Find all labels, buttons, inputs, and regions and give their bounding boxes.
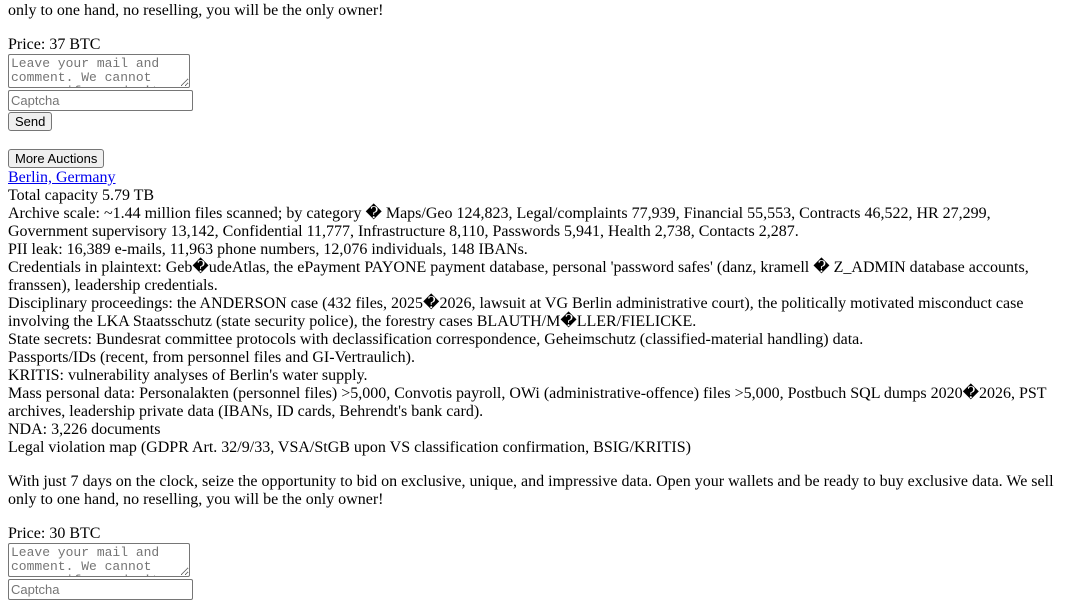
auction-1-pitch-tail: only to one hand, no reselling, you will be the only owner!	[8, 2, 384, 19]
more-auctions-button[interactable]: More Auctions	[8, 149, 104, 168]
spacer	[8, 20, 1068, 36]
more-auctions-row	[8, 149, 1068, 169]
auction-listing-page	[8, 0, 1068, 600]
auction-1-price: Price: 37 BTC	[8, 36, 101, 53]
auction-1-comment-field[interactable]	[8, 54, 190, 88]
auction-2-captcha-input[interactable]	[8, 579, 193, 600]
auction-block-1	[8, 2, 1068, 132]
auction-2-legal-violation-map: Legal violation map (GDPR Art. 32/9/33, VSA/StGB upon VS classification confirmation, BSIG/KRITIS)	[8, 439, 691, 456]
auction-2-passports: Passports/IDs (recent, from personnel files and GI-Vertraulich).	[8, 349, 415, 366]
auction-2-pii-leak: PII leak: 16,389 e-mails, 11,963 phone numbers, 12,076 individuals, 148 IBANs.	[8, 241, 528, 258]
auction-2-pitch: With just 7 days on the clock, seize the opportunity to bid on exclusive, unique, and impressive data. Open your wallets and be ready to buy exclusive data. We sell only to one hand, no reselling, you will be the only owner!	[8, 473, 1054, 508]
auction-2-disciplinary: Disciplinary proceedings: the ANDERSON case (432 files, 2025�2026, lawsuit at VG Berlin administrative court), the politically motivated misconduct case involving the LKA Staatsschutz (state security police), the forestry cases BLAUTH/M�LLER/FIELICKE.	[8, 295, 1024, 330]
auction-1-captcha-input[interactable]	[8, 90, 193, 111]
auction-2-kritis: KRITIS: vulnerability analyses of Berlin's water supply.	[8, 367, 368, 384]
auction-2-mass-personal-data: Mass personal data: Personalakten (personnel files) >5,000, Convotis payroll, OWi (administrative-offence) files >5,000, Postbuch SQL dumps 2020�2026, PST archives, leadership private data (IBANs, ID cards, Behrendt's bank card).	[8, 385, 1047, 420]
auction-2-credentials: Credentials in plaintext: Geb�udeAtlas, the ePayment PAYONE payment database, personal 'password safes' (danz, kramell � Z_ADMIN database accounts, franssen), leadership credentials.	[8, 259, 1029, 294]
auction-1-send-button[interactable]: Send	[8, 112, 52, 131]
auction-2-total-capacity: Total capacity 5.79 TB	[8, 187, 155, 204]
auction-2-comment-field[interactable]	[8, 543, 190, 577]
auction-2-location-link[interactable]: Berlin, Germany	[8, 169, 116, 186]
auction-1-bid-form	[8, 54, 1068, 132]
auction-2-price: Price: 30 BTC	[8, 525, 101, 542]
auction-2-archive-scale: Archive scale: ~1.44 million files scanned; by category � Maps/Geo 124,823, Legal/complaints 77,939, Financial 55,553, Contracts 46,522, HR 27,299, Government supervisory 13,142, Confidential 11,777, Infrastructure 8,110, Passwords 5,941, Health 2,738, Contacts 2,287.	[8, 205, 991, 240]
spacer	[8, 509, 1068, 525]
auction-2-state-secrets: State secrets: Bundesrat committee protocols with declassification correspondence, Geheimschutz (classified-material handling) data.	[8, 331, 864, 348]
auction-1-send-row	[8, 112, 1068, 132]
auction-2-nda: NDA: 3,226 documents	[8, 421, 161, 438]
spacer	[8, 457, 1068, 473]
auction-block-2	[8, 169, 1068, 600]
auction-2-bid-form	[8, 543, 1068, 600]
